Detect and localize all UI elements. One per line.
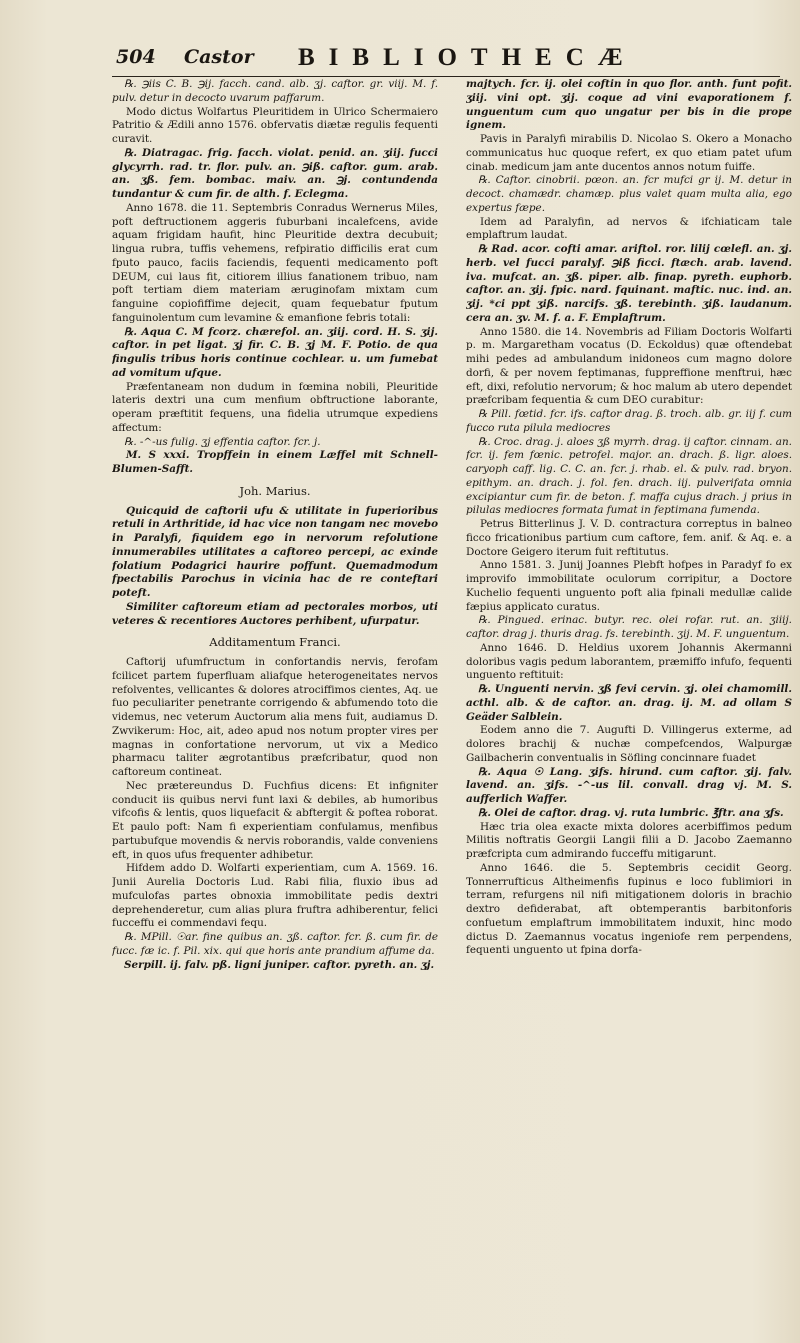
prescription-paragraph: ℞. MPill. ☉ar. fine quibus an. ʒß. caftor. fcr. ß. cum fir. de fucc. fæ ic. f. Pil. xix. qui que horis ante prandium affume da.: [112, 931, 438, 957]
text-paragraph: Hifdem addo D. Wolfarti experientiam, cum A. 1569. 16. Junii Aurelia Doctoris Lud. Rabi filia, fluxio ibus ad mufculofas partes obnoxia immobilitate pedis dextri deprehenderetur, cum alias plura fruftra adhiberentur, felici fucceffu ei commendavi fequ.: [112, 862, 438, 930]
text-paragraph: Anno 1581. 3. Junij Joannes Plebft hofpes in Paradyf fo ex improvifo immobilitate oculorum corripitur, a Doctore Kuchelio fequenti unguento poft alia fpinali medullæ calide fæpius applicato curatus.: [466, 559, 792, 613]
text-paragraph: M. S xxxi. Tropffein in einem Læffel mit Schnell-Blumen-Safft.: [112, 449, 438, 475]
text-paragraph: Caftorij ufumfructum in confortandis nervis, ferofam fcilicet partem fuperfluam aliafque heterogeneitates nervos refolventes, vellicantes & dolores atrociffimos cientes, Aq. ue fuo peculiariter penetrante corrigendo & abfumendo toto die videmus, nec veterum Auctorum alia mens fuit, audiamus D. Zwvikerum: Hoc, ait, adeo apud nos notum propter vires per magnas in confortatione nervorum, ut vix a Medico pharmacu taliter ægrotantibus præfcribatur, quod non caftoreum contineat.: [112, 656, 438, 778]
text-paragraph: Hæc tria olea exacte mixta dolores acerbiffimos pedum Militis noftratis Georgii Langii filii a D. Jacobo Zaemanno præfcripta cum admirando fucceffu mitigarunt.: [466, 820, 792, 860]
text-paragraph: Pavis in Paralyfi mirabilis D. Nicolao S. Okero a Monacho communicatus huc quoque refert, ex quo etiam patet ufum cinab. medicum jam ante ducentos annos notum fuiffe.: [466, 133, 792, 173]
prescription-paragraph: Serpill. ij. falv. pß. ligni juniper. caftor. pyreth. an. ʒj.: [124, 958, 435, 971]
text-paragraph: Quicquid de caftorii ufu & utilitate in fuperioribus retuli in Arthritide, id hac vice non tangam nec movebo in Paralyfi, fiquidem ego in nervorum refolutione innumerabiles utilitates a caftoreo percepi, ac exinde folatium Podagrici haurire poffunt. Quemadmodum fpectabilis Parochus in vicinia hac de re conteftari poteft.: [112, 504, 438, 599]
text-paragraph: Nec prætereundus D. Fuchfius dicens: Et infigniter conducit iis quibus nervi funt laxi & debiles, ab humoribus vifcofis & lentis, quos liquefacit & abftergit & poftea roborat. Et paulo poft: Nam fi experientiam confulamus, menfibus partubufque movendis & nervis roborandis, valde conveniens eft, in quos ufus frequenter adhibetur.: [112, 779, 438, 861]
left-column: [112, 78, 438, 1330]
page-header: [112, 40, 780, 77]
prescription-paragraph: ℞. Diatragac. frig. facch. violat. penid. an. ʒiij. fucci glycyrrh. rad. tr. flor. pulv. an. ℈iß. caftor. gum. arab. an. ʒß. fem. bombac. maiv. an. ℈j. contundenda tundantur & cum fir. de alth. f. Eclegma.: [112, 146, 438, 200]
prescription-paragraph: ℞. Unguenti nervin. ʒß fevi cervin. ʒj. olei chamomill. acthl. alb. & de caftor. an. drag. ij. M. ad ollam S Geäder Salblein.: [466, 683, 792, 723]
right-column: [466, 78, 792, 1330]
prescription-paragraph: ℞. Aqua C. M fcorz. chærefol. an. ʒiij. cord. H. S. ʒij. caftor. in pet ligat. ʒj fir. C. B. ʒj M. F. Potio. de qua fingulis tribus horis continue cochlear. u. um fumebat ad vomitum ufque.: [112, 325, 438, 379]
prescription-paragraph: ℞. Croc. drag. j. aloes ʒß myrrh. drag. ij caftor. cinnam. an. fcr. ij. fem fœnic. petrofel. major. an. drach. ß. ligr. aloes. caryoph caff. lig. C. C. an. fcr. j. rhab. el. & pulv. rad. bryon. epithym. an. drach. j. fol. fen. drach. iij. pulverifata omnia excipiantur cum fir. de beton. f. maffa cujus drach. j prius in pilulas mediocres formata fumat in feptimana fumenda.: [466, 435, 792, 517]
section-heading: Additamentum Franci.: [209, 635, 341, 650]
text-paragraph: Eodem anno die 7. Augufti D. Villingerus exterme, ad dolores brachij & nuchæ compefcendos, Walpurgæ Gailbacherin conventualis in Söfling concinnare fuadet: [466, 724, 792, 764]
text-paragraph: Anno 1580. die 14. Novembris ad Filiam Doctoris Wolfarti p. m. Margaretham vocatus (D. Eckoldus) quæ oftendebat mihi pedes ad ambulandum inidoneos cum magno dolore dorfi, & per novem feptimanas, fuppreffione menftrui, hæc eft, dixi, refolutio nervorum; & hoc malum ab utero dependet præfcribam fequentia & cum DEO curabitur:: [466, 325, 792, 407]
section-heading: Joh. Marius.: [239, 483, 311, 498]
text-paragraph: Modo dictus Wolfartus Pleuritidem in Ulrico Schermaiero Patritio & Ædili anno 1576. obfervatis diætæ regulis fequenti curavit.: [112, 105, 438, 145]
text-paragraph: Idem ad Paralyfin, ad nervos & ifchiaticam tale emplaftrum laudat.: [466, 215, 792, 242]
prescription-paragraph: ℞. Caftor. cinobrii. pœon. an. fcr mufci gr ij. M. detur in decoct. chamædr. chamæp. plus valet quam multa alia, ego expertus fæpe.: [466, 174, 792, 214]
text-paragraph: Petrus Bitterlinus J. V. D. contractura correptus in balneo ficco fricationibus partium cum caftore, fem. anif. & Aq. e. a Doctore Geigero iterum fuit reftitutus.: [466, 518, 792, 558]
text-paragraph: Anno 1646. D. Heldius uxorem Johannis Akermanni doloribus vagis pedum laborantem, præmiffo infufo, fequenti unguento reftituit:: [466, 641, 792, 682]
text-paragraph: Anno 1678. die 11. Septembris Conradus Wernerus Miles, poft deftructionem aggeris fuburbani incalefcens, avide aquam frigidam haufit, hinc Pleuritide dextra decubuit; lingua rubra, tuffis vehemens, refpiratio difficilis erat cum fputo pauco, faciis faciendis, fequenti medicamento poft DEUM, cui laus fit, citiorem illius fanationem tribuo, nam poft tertiam diem materiam æruginofam mixtam cum fanguine copiofiffime dejecit, quam fequebatur fputum fanguinolentum cum levamine & emanfione febris totali:: [112, 201, 438, 324]
text-paragraph: Anno 1646. die 5. Septembris cecidit Georg. Tonnerrufticus Altheimenfis fupinus e loco fublimiori in terram, refurgens nil nifi mitigationem doloris in brachio dextro defiderabat, aft obtemperantis barbitonforis confuetum emplaftrum immobilitatem induxit, hinc modo dictus D. Zaemannus vocatus ingeniofe rem perpendens, fequenti unguento ut fpina dorfa-: [466, 861, 792, 957]
page-number: 504: [116, 46, 156, 68]
page-title: BIBLIOTHECÆ: [298, 44, 637, 71]
text-paragraph: Præfentaneam non dudum in fœmina nobili, Pleuritide lateris dextri una cum menfium obftructione laborante, operam præftitit fequens, una fidelia utrumque expediens affectum:: [112, 380, 438, 434]
prescription-paragraph: ℞. Aqua ☉ Lang. ʒifs. hirund. cum caftor. ʒij. falv. lavend. an. ʒifs. -^-us lil. convall. drag vj. M. S. aufferlich Waffer.: [466, 765, 792, 805]
prescription-paragraph: ℞ Pill. fœtid. fcr. ifs. caftor drag. ß. troch. alb. gr. iij f. cum fucco ruta pilula mediocres: [466, 408, 792, 434]
running-head: Castor: [184, 46, 254, 68]
prescription-paragraph: majtych. fcr. ij. olei coftin in quo flor. anth. funt pofit. ʒiij. vini opt. ʒij. coque ad vini evaporationem f. unguentum cum quo ungatur per bis in die prope ignem.: [466, 78, 792, 132]
text-paragraph: Similiter caftoreum etiam ad pectorales morbos, uti veteres & recentiores Auctores perhibent, ufurpatur.: [112, 600, 438, 627]
prescription-paragraph: ℞. -^-us fulig. ʒj effentia caftor. fcr. j.: [124, 435, 321, 448]
prescription-paragraph: ℞. ℈iis C. B. ℈ij. facch. cand. alb. ʒj. caftor. gr. viij. M. f. pulv. detur in decocto uvarum paffarum.: [112, 78, 438, 104]
prescription-paragraph: ℞. Olei de caftor. drag. vj. ruta lumbric. ℥ftr. ana ʒfs.: [478, 806, 784, 819]
prescription-paragraph: ℞ Rad. acor. cofti amar. ariftol. ror. lilij cœlefl. an. ʒj. herb. vel fucci paralyf. ℈iß ficci. ftæch. arab. lavend. iva. mufcat. an. ʒß. piper. alb. finap. pyreth. euphorb. caftor. an. ʒij. fpic. nard. fquinant. maftic. nuc. ind. an. ʒij. *ci ppt ʒiß. narcifs. ʒß. terebinth. ʒiß. laudanum. cera an. ʒv. M. f. a. F. Emplaftrum.: [466, 243, 792, 324]
prescription-paragraph: ℞. Pingued. erinac. butyr. rec. olei rofar. rut. an. ʒiiij. caftor. drag j. thuris drag. fs. terebinth. ʒij. M. F. unguentum.: [466, 614, 792, 640]
